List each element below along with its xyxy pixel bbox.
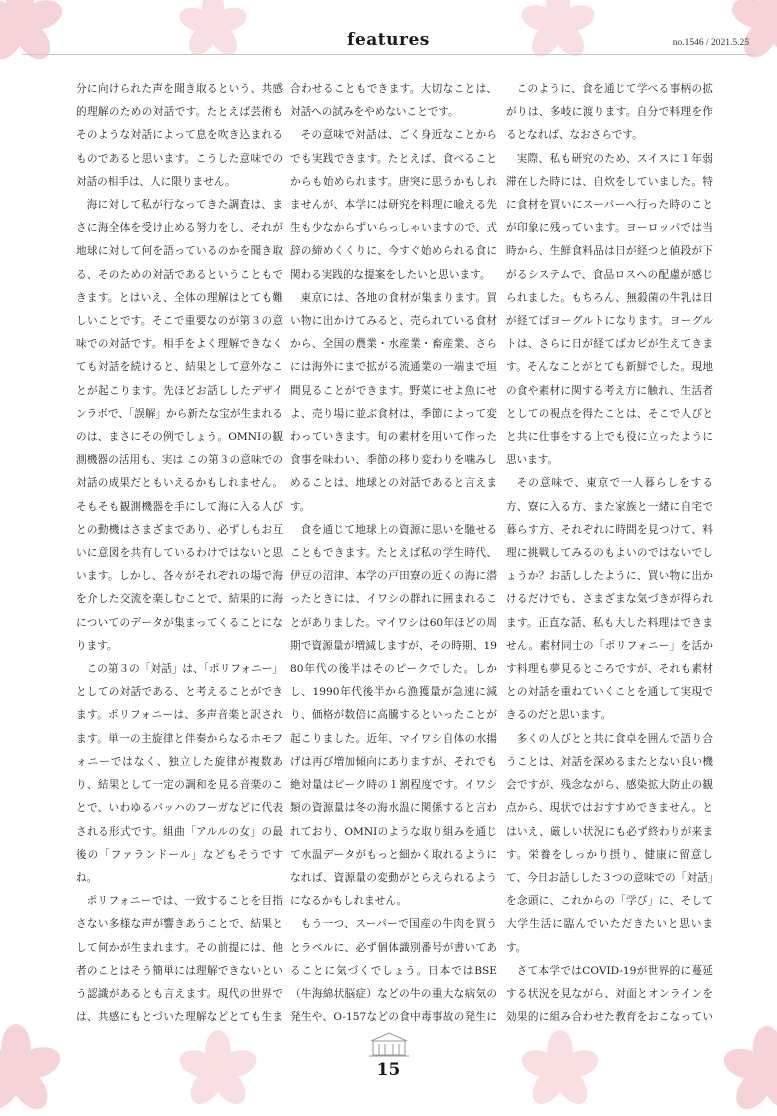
paragraph: 多くの人びとと共に食卓を囲んで語り合うことは、対話を深めるまたとない良い機会ですが、残念ながら、感染拡大防止の観点から、現状ではおすすめできません。とはいえ、厳しい状況にも必ず終わりが来ます。栄養をしっかり摂り、健康に留意して、今日お話しした３つの意味での「対話」を念頭に、これからの「学び」に、そして大学生活に臨んでいただきたいと思います。 [506,732,713,954]
paragraph: 合わせることもできます。大切なことは、対話への試みをやめないことです。 [290,83,497,119]
paragraph: この第３の「対話」は、「ポリフォニー」としての対話である、と考えることができます。ポリフォニーは、多声音楽と訳されます。単一の主旋律と伴奏からなるホモフォニーではなく、独立した旋律が複数あり、結果として一定の調和を見る音楽のことで、いわゆるバッハのフーガなどに代表される形式です。組曲「アルルの女」の最後の「ファランドール」などもそうですね。 [76,663,283,884]
paragraph: 分に向けられた声を聞き取るという、共感的理解のための対話です。たとえば芸術もそのような対話によって息を吹き込まれるものであると思います。こうした意味での対話の相手は、人に限りません。 [76,83,283,188]
paragraph: その意味で対話は、ごく身近なことからでも実践できます。たとえば、食べることからも始められます。唐突に思うかもしれませんが、本学には研究を料理に喩える先生も少なからずいらっしゃいますので、式辞の締めくくりに、今すぐ始められる食に関わる実践的な提案をしたいと思います。 [290,129,497,281]
paragraph: このように、食を通じて学べる事柄の拡がりは、多岐に渡ります。自分で料理を作るとなれば、なおさらです。 [506,83,713,142]
text-column-3 [506,78,713,1028]
paragraph: 東京には、各地の食材が集まります。買い物に出かけてみると、売られている食材から、全国の農業・水産業・畜産業、さらには海外にまで拡がる流通業の一端まで垣間見ることができます。野菜にせよ魚にせよ、売り場に並ぶ食材は、季節によって変わっていきます。旬の素材を用いて作った食事を味わい、季節の移り変わりを噛みしめることは、地球との対話であると言えます。 [290,291,497,513]
paragraph: さて本学ではCOVID-19が世界的に蔓延する状況を見ながら、対面とオンラインを効果的に組み合わせた教育をおこなってい [506,964,713,1024]
paragraph: 食を通じて地球上の資源に思いを馳せることもできます。たとえば私の学生時代、伊豆の沼津、本学の戸田寮の近くの海に潜ったときには、イワシの群れに囲まれることがありました。マイワシは60年ほどの周期で資源量が増減しますが、その時期、1980年代の後半はそのピークでした。しかし、1990年代後半から漁獲量が急速に減り、価格が数倍に高騰するといったことが起こりました。近年、マイワシ自体の水揚げは再び増加傾向にありますが、それでも絶対量はピーク時の１割程度です。イワシ類の資源量は冬の海水温に関係すると言われており、OMNIのような取り組みを通じて水温データがもっと細かく取れるようになれば、資源量の変動がとらえられるようになるかもしれません。 [290,523,497,908]
paragraph: 実際、私も研究のため、スイスに１年弱滞在した時には、自炊をしていました。特に食材を買いにスーパーへ行った時のことが印象に残っています。ヨーロッパでは当時から、生鮮食料品は日が経つと値段が下がるシステムで、食品ロスへの配慮が感じられました。もちろん、無殺菌の牛乳は日が経てばヨーグルトになります。ヨーグルトは、さらに日が経てばカビが生えてきます。そんなことがとても新鮮でした。現地の食や素材に関する考え方に触れ、生活者としての視点を得たことは、そこで人びとと共に仕事をする上でも役に立ったように思います。 [506,152,713,467]
text-column-1 [76,78,283,1028]
header-divider [22,54,755,55]
section-title: features [347,30,430,50]
text-column-2 [290,78,497,1028]
paragraph: 海に対して私が行なってきた調査は、まさに海全体を受け止める努力をし、それが地球に対して何を語っているのかを聞き取る、そのための対話であるということもできます。とはいえ、全体の理解はとても難しいことです。そこで重要なのが第３の意味での対話です。相手をよく理解できなくても対話を続けると、結果として意外なことが起こります。先ほどお話ししたデザインラボで、「誤解」から新たな宝が生まれるのは、まさにその例でしょう。OMNIの観測機器の活用も、実は この第３の意味での対話の成果だともいえるかもしれません。そもそも観測機器を手にして海に入る人びとの動機はさまざまであり、必ずしもお互いに意図を共有しているわけではないと思います。しかし、各々がそれぞれの場で海を介した交流を楽しむことで、結果的に海についてのデータが集まってくることになります。 [76,199,283,652]
paragraph: ポリフォニーでは、一致することを目指さない多様な声が響きあうことで、結果として何かが生まれます。その前提には、他者のことはそう簡単には理解できないという認識があるとも言えます。現代の世界では、共感にもとづいた理解などとても生ま [76,895,283,1024]
paragraph: その意味で、東京で一人暮らしをする方、寮に入る方、また家族と一緒に自宅で暮らす方、それぞれに時間を見つけて、料理に挑戦してみるのもよいのではないでしょうか？お話ししたように、買い物に出かけるだけでも、さまざまな気づきが得られます。正直な話、私も大した料理はできません。素材同士の「ポリフォニー」を活かす料理も夢見るところですが、それも素材との対話を重ねていくことを通して実現できるのだと思います。 [506,477,713,722]
building-icon [369,1031,409,1057]
page-number: 15 [376,1060,401,1080]
issue-number: no.1546 / 2021.5.25 [672,38,749,48]
paragraph: もう一つ、スーパーで国産の牛肉を買うとラベルに、必ず個体識別番号が書いてあることに気づくでしょう。日本ではBSE（牛海綿状脳症）などの牛の重大な病気の発生や、O-157などの食中毒事故の発生に [290,918,497,1024]
